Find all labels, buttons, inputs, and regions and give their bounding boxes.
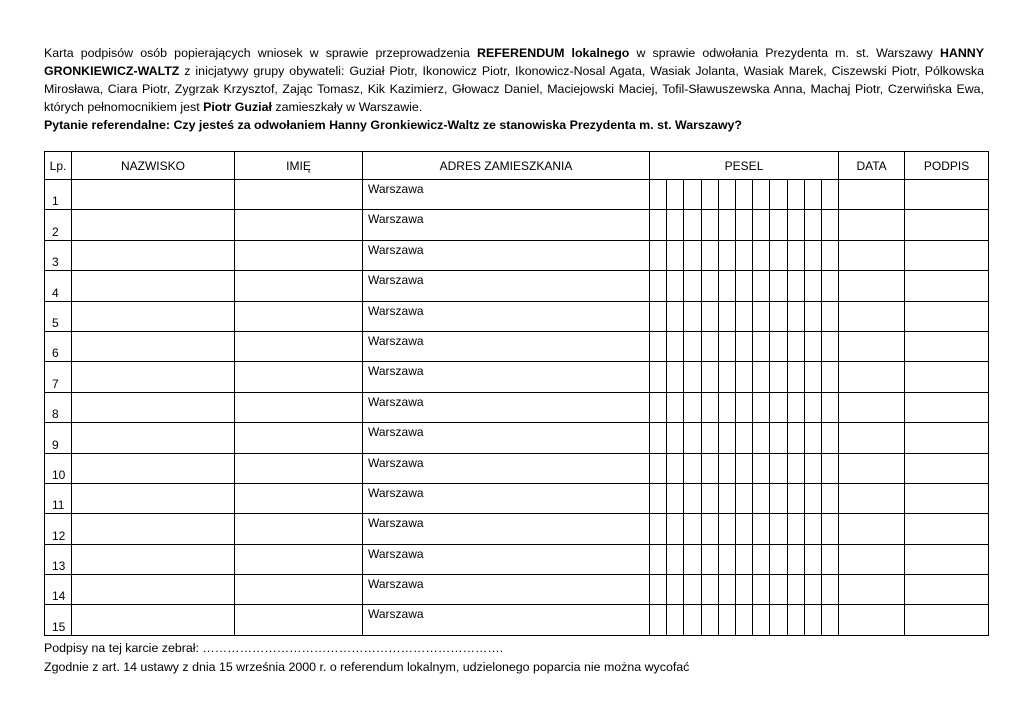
pesel-digit-cell[interactable]	[787, 544, 804, 574]
date-cell[interactable]	[839, 392, 905, 422]
pesel-digit-cell[interactable]	[787, 301, 804, 331]
date-cell[interactable]	[839, 605, 905, 635]
pesel-digit-cell[interactable]	[753, 544, 770, 574]
pesel-digit-cell[interactable]	[770, 423, 787, 453]
pesel-digit-cell[interactable]	[804, 240, 821, 270]
pesel-digit-cell[interactable]	[753, 210, 770, 240]
surname-cell[interactable]	[72, 483, 235, 513]
pesel-digit-cell[interactable]	[753, 514, 770, 544]
surname-cell[interactable]	[72, 301, 235, 331]
signature-cell[interactable]	[905, 180, 989, 210]
pesel-digit-cell[interactable]	[650, 483, 667, 513]
pesel-digit-cell[interactable]	[650, 240, 667, 270]
first-name-cell[interactable]	[235, 514, 363, 544]
row-number: 9	[45, 423, 72, 453]
pesel-digit-cell[interactable]	[787, 575, 804, 605]
signature-cell[interactable]	[905, 544, 989, 574]
col-nazwisko: NAZWISKO	[72, 152, 235, 180]
pesel-digit-cell[interactable]	[650, 605, 667, 635]
surname-cell[interactable]	[72, 362, 235, 392]
table-row	[45, 240, 989, 270]
table-row	[45, 605, 989, 635]
pesel-digit-cell[interactable]	[684, 271, 701, 301]
pesel-digit-cell[interactable]	[667, 240, 684, 270]
signature-cell[interactable]	[905, 240, 989, 270]
pesel-digit-cell[interactable]	[718, 271, 735, 301]
row-number: 15	[45, 605, 72, 635]
pesel-digit-cell[interactable]	[735, 544, 752, 574]
pesel-digit-cell[interactable]	[684, 362, 701, 392]
date-cell[interactable]	[839, 544, 905, 574]
pesel-digit-cell[interactable]	[770, 544, 787, 574]
signature-cell[interactable]	[905, 392, 989, 422]
table-row	[45, 392, 989, 422]
row-number: 3	[45, 240, 72, 270]
row-number: 8	[45, 392, 72, 422]
surname-cell[interactable]	[72, 331, 235, 361]
address-cell[interactable]: Warszawa	[363, 301, 650, 331]
pesel-digit-cell[interactable]	[684, 544, 701, 574]
referendum-label: REFERENDUM lokalnego	[477, 46, 630, 60]
pesel-digit-cell[interactable]	[701, 423, 718, 453]
pesel-digit-cell[interactable]	[718, 453, 735, 483]
pesel-digit-cell[interactable]	[787, 483, 804, 513]
pesel-digit-cell[interactable]	[787, 210, 804, 240]
pesel-digit-cell[interactable]	[735, 331, 752, 361]
pesel-digit-cell[interactable]	[804, 362, 821, 392]
table-row	[45, 362, 989, 392]
pesel-digit-cell[interactable]	[821, 483, 838, 513]
pesel-digit-cell[interactable]	[821, 210, 838, 240]
pesel-digit-cell[interactable]	[770, 331, 787, 361]
pesel-digit-cell[interactable]	[684, 240, 701, 270]
pesel-digit-cell[interactable]	[735, 210, 752, 240]
table-body	[45, 180, 989, 636]
pesel-digit-cell[interactable]	[684, 180, 701, 210]
table-row	[45, 331, 989, 361]
pesel-digit-cell[interactable]	[650, 362, 667, 392]
date-cell[interactable]	[839, 514, 905, 544]
pesel-digit-cell[interactable]	[753, 392, 770, 422]
pesel-digit-cell[interactable]	[804, 301, 821, 331]
surname-cell[interactable]	[72, 605, 235, 635]
pesel-digit-cell[interactable]	[718, 331, 735, 361]
pesel-digit-cell[interactable]	[787, 423, 804, 453]
pesel-digit-cell[interactable]	[667, 605, 684, 635]
pesel-digit-cell[interactable]	[718, 240, 735, 270]
surname-cell[interactable]	[72, 392, 235, 422]
pesel-digit-cell[interactable]	[787, 453, 804, 483]
pesel-digit-cell[interactable]	[667, 575, 684, 605]
pesel-digit-cell[interactable]	[753, 180, 770, 210]
table-header-row	[45, 152, 989, 180]
date-cell[interactable]	[839, 331, 905, 361]
address-cell[interactable]: Warszawa	[363, 544, 650, 574]
legal-note: Zgodnie z art. 14 ustawy z dnia 15 września 2000 r. o referendum lokalnym, udzielonego poparcia nie można wycofać	[44, 660, 690, 674]
pesel-digit-cell[interactable]	[821, 271, 838, 301]
pesel-digit-cell[interactable]	[718, 423, 735, 453]
signature-cell[interactable]	[905, 271, 989, 301]
pesel-digit-cell[interactable]	[650, 271, 667, 301]
pesel-digit-cell[interactable]	[684, 210, 701, 240]
pesel-digit-cell[interactable]	[821, 331, 838, 361]
address-cell[interactable]: Warszawa	[363, 514, 650, 544]
form-footer	[44, 639, 689, 677]
signature-table	[44, 151, 989, 636]
date-cell[interactable]	[839, 271, 905, 301]
surname-cell[interactable]	[72, 453, 235, 483]
pesel-digit-cell[interactable]	[787, 180, 804, 210]
pesel-digit-cell[interactable]	[667, 453, 684, 483]
pesel-digit-cell[interactable]	[650, 423, 667, 453]
pesel-digit-cell[interactable]	[718, 392, 735, 422]
address-cell[interactable]: Warszawa	[363, 392, 650, 422]
pesel-digit-cell[interactable]	[701, 575, 718, 605]
pesel-digit-cell[interactable]	[770, 301, 787, 331]
pesel-digit-cell[interactable]	[684, 423, 701, 453]
date-cell[interactable]	[839, 362, 905, 392]
pesel-digit-cell[interactable]	[753, 483, 770, 513]
date-cell[interactable]	[839, 483, 905, 513]
date-cell[interactable]	[839, 301, 905, 331]
signature-cell[interactable]	[905, 331, 989, 361]
signature-cell[interactable]	[905, 301, 989, 331]
pesel-digit-cell[interactable]	[753, 301, 770, 331]
pesel-digit-cell[interactable]	[701, 210, 718, 240]
pesel-digit-cell[interactable]	[718, 483, 735, 513]
pesel-digit-cell[interactable]	[770, 514, 787, 544]
pesel-digit-cell[interactable]	[650, 544, 667, 574]
row-number: 1	[45, 180, 72, 210]
pesel-digit-cell[interactable]	[804, 605, 821, 635]
first-name-cell[interactable]	[235, 575, 363, 605]
pesel-digit-cell[interactable]	[735, 240, 752, 270]
pesel-digit-cell[interactable]	[753, 575, 770, 605]
pesel-digit-cell[interactable]	[684, 301, 701, 331]
signature-cell[interactable]	[905, 514, 989, 544]
pesel-digit-cell[interactable]	[735, 271, 752, 301]
pesel-digit-cell[interactable]	[718, 301, 735, 331]
pesel-digit-cell[interactable]	[821, 453, 838, 483]
pesel-digit-cell[interactable]	[770, 240, 787, 270]
pesel-digit-cell[interactable]	[667, 271, 684, 301]
pesel-digit-cell[interactable]	[804, 210, 821, 240]
pesel-digit-cell[interactable]	[701, 331, 718, 361]
date-cell[interactable]	[839, 453, 905, 483]
collector-line: Podpisy na tej karcie zebrał: ……………………………………………………………….	[44, 641, 504, 655]
pesel-digit-cell[interactable]	[787, 331, 804, 361]
first-name-cell[interactable]	[235, 544, 363, 574]
referendum-question: Pytanie referendalne: Czy jesteś za odwołaniem Hanny Gronkiewicz-Waltz ze stanowiska Prezydenta m. st. Warszawy?	[44, 118, 742, 132]
pesel-digit-cell[interactable]	[804, 453, 821, 483]
pesel-digit-cell[interactable]	[787, 362, 804, 392]
pesel-digit-cell[interactable]	[667, 301, 684, 331]
table-row	[45, 301, 989, 331]
intro-text: Karta podpisów osób popierających wniosek w sprawie przeprowadzenia	[44, 46, 477, 60]
row-number: 7	[45, 362, 72, 392]
pesel-digit-cell[interactable]	[804, 331, 821, 361]
pesel-digit-cell[interactable]	[787, 271, 804, 301]
pesel-digit-cell[interactable]	[753, 331, 770, 361]
col-data: DATA	[839, 152, 905, 180]
pesel-digit-cell[interactable]	[787, 514, 804, 544]
address-cell[interactable]: Warszawa	[363, 605, 650, 635]
pesel-digit-cell[interactable]	[684, 331, 701, 361]
pesel-digit-cell[interactable]	[787, 240, 804, 270]
pesel-digit-cell[interactable]	[821, 575, 838, 605]
address-cell[interactable]: Warszawa	[363, 453, 650, 483]
pesel-digit-cell[interactable]	[735, 362, 752, 392]
pesel-digit-cell[interactable]	[787, 605, 804, 635]
form-header	[44, 44, 984, 134]
signature-cell[interactable]	[905, 423, 989, 453]
date-cell[interactable]	[839, 575, 905, 605]
proxy-name: Piotr Guział	[203, 100, 272, 114]
pesel-digit-cell[interactable]	[701, 483, 718, 513]
date-cell[interactable]	[839, 210, 905, 240]
pesel-digit-cell[interactable]	[770, 575, 787, 605]
pesel-digit-cell[interactable]	[684, 514, 701, 544]
pesel-digit-cell[interactable]	[821, 180, 838, 210]
pesel-digit-cell[interactable]	[770, 362, 787, 392]
pesel-digit-cell[interactable]	[701, 392, 718, 422]
row-number: 2	[45, 210, 72, 240]
pesel-digit-cell[interactable]	[718, 180, 735, 210]
surname-cell[interactable]	[72, 180, 235, 210]
pesel-digit-cell[interactable]	[650, 392, 667, 422]
pesel-digit-cell[interactable]	[804, 423, 821, 453]
row-number: 14	[45, 575, 72, 605]
pesel-digit-cell[interactable]	[650, 453, 667, 483]
pesel-digit-cell[interactable]	[650, 331, 667, 361]
surname-cell[interactable]	[72, 240, 235, 270]
pesel-digit-cell[interactable]	[718, 514, 735, 544]
pesel-digit-cell[interactable]	[770, 180, 787, 210]
table-row	[45, 180, 989, 210]
first-name-cell[interactable]	[235, 210, 363, 240]
pesel-digit-cell[interactable]	[667, 544, 684, 574]
pesel-digit-cell[interactable]	[667, 210, 684, 240]
col-imie: IMIĘ	[235, 152, 363, 180]
pesel-digit-cell[interactable]	[701, 180, 718, 210]
pesel-digit-cell[interactable]	[718, 362, 735, 392]
pesel-digit-cell[interactable]	[735, 180, 752, 210]
intro-text: zamieszkały w Warszawie.	[271, 100, 423, 114]
first-name-cell[interactable]	[235, 271, 363, 301]
pesel-digit-cell[interactable]	[650, 301, 667, 331]
first-name-cell[interactable]	[235, 605, 363, 635]
address-cell[interactable]: Warszawa	[363, 575, 650, 605]
intro-paragraph	[44, 44, 984, 116]
table-row	[45, 453, 989, 483]
pesel-digit-cell[interactable]	[821, 392, 838, 422]
pesel-digit-cell[interactable]	[684, 483, 701, 513]
pesel-digit-cell[interactable]	[821, 514, 838, 544]
row-number: 4	[45, 271, 72, 301]
signature-cell[interactable]	[905, 362, 989, 392]
pesel-digit-cell[interactable]	[667, 362, 684, 392]
col-pesel: PESEL	[650, 152, 839, 180]
pesel-digit-cell[interactable]	[735, 605, 752, 635]
table-row	[45, 575, 989, 605]
signature-cell[interactable]	[905, 210, 989, 240]
address-cell[interactable]: Warszawa	[363, 483, 650, 513]
surname-cell[interactable]	[72, 575, 235, 605]
table-row	[45, 423, 989, 453]
first-name-cell[interactable]	[235, 453, 363, 483]
pesel-digit-cell[interactable]	[701, 240, 718, 270]
pesel-digit-cell[interactable]	[804, 271, 821, 301]
pesel-digit-cell[interactable]	[684, 605, 701, 635]
pesel-digit-cell[interactable]	[770, 453, 787, 483]
pesel-digit-cell[interactable]	[821, 605, 838, 635]
signature-cell[interactable]	[905, 575, 989, 605]
pesel-digit-cell[interactable]	[770, 210, 787, 240]
pesel-digit-cell[interactable]	[701, 453, 718, 483]
first-name-cell[interactable]	[235, 240, 363, 270]
row-number: 11	[45, 483, 72, 513]
pesel-digit-cell[interactable]	[821, 362, 838, 392]
pesel-digit-cell[interactable]	[667, 331, 684, 361]
pesel-digit-cell[interactable]	[821, 544, 838, 574]
pesel-digit-cell[interactable]	[735, 575, 752, 605]
pesel-digit-cell[interactable]	[650, 575, 667, 605]
pesel-digit-cell[interactable]	[821, 240, 838, 270]
pesel-digit-cell[interactable]	[650, 180, 667, 210]
row-number: 6	[45, 331, 72, 361]
initiators-list: z inicjatywy grupy obywateli: Guział Piotr, Ikonowicz Piotr, Ikonowicz-Nosal Agata, Wasiak Jolanta, Wasiak Marek, Ciszewski Piotr, Pólkowska Mirosława, Ciara Piotr, Zygrzak Krzysztof, Zając Tomasz, Kik Kazimierz, Głowacz Daniel, Maciejowski Maciej, Tofil-Sławuszewska Anna, Machaj Piotr, Czerwińska Ewa, których pełnomocnikiem jest	[44, 64, 984, 114]
surname-cell[interactable]	[72, 514, 235, 544]
pesel-digit-cell[interactable]	[735, 453, 752, 483]
table-row	[45, 544, 989, 574]
table-row	[45, 483, 989, 513]
surname-cell[interactable]	[72, 210, 235, 240]
table-row	[45, 210, 989, 240]
address-cell[interactable]: Warszawa	[363, 210, 650, 240]
date-cell[interactable]	[839, 180, 905, 210]
surname-cell[interactable]	[72, 423, 235, 453]
date-cell[interactable]	[839, 240, 905, 270]
pesel-digit-cell[interactable]	[701, 301, 718, 331]
first-name-cell[interactable]	[235, 392, 363, 422]
address-cell[interactable]: Warszawa	[363, 362, 650, 392]
pesel-digit-cell[interactable]	[735, 423, 752, 453]
pesel-digit-cell[interactable]	[753, 453, 770, 483]
pesel-digit-cell[interactable]	[821, 423, 838, 453]
mayor-name: HANNY GRONKIEWICZ-WALTZ	[44, 46, 985, 78]
pesel-digit-cell[interactable]	[770, 605, 787, 635]
pesel-digit-cell[interactable]	[770, 483, 787, 513]
pesel-digit-cell[interactable]	[804, 180, 821, 210]
address-cell[interactable]: Warszawa	[363, 240, 650, 270]
pesel-digit-cell[interactable]	[718, 544, 735, 574]
table-row	[45, 514, 989, 544]
date-cell[interactable]	[839, 423, 905, 453]
pesel-digit-cell[interactable]	[701, 514, 718, 544]
pesel-digit-cell[interactable]	[701, 271, 718, 301]
first-name-cell[interactable]	[235, 362, 363, 392]
pesel-digit-cell[interactable]	[770, 392, 787, 422]
pesel-digit-cell[interactable]	[667, 180, 684, 210]
pesel-digit-cell[interactable]	[804, 544, 821, 574]
pesel-digit-cell[interactable]	[701, 362, 718, 392]
pesel-digit-cell[interactable]	[735, 514, 752, 544]
col-adres: ADRES ZAMIESZKANIA	[363, 152, 650, 180]
col-lp: Lp.	[45, 152, 72, 180]
first-name-cell[interactable]	[235, 301, 363, 331]
pesel-digit-cell[interactable]	[753, 240, 770, 270]
pesel-digit-cell[interactable]	[753, 423, 770, 453]
pesel-digit-cell[interactable]	[701, 605, 718, 635]
pesel-digit-cell[interactable]	[718, 605, 735, 635]
row-number: 13	[45, 544, 72, 574]
signature-cell[interactable]	[905, 605, 989, 635]
address-cell[interactable]: Warszawa	[363, 180, 650, 210]
pesel-digit-cell[interactable]	[804, 575, 821, 605]
row-number: 10	[45, 453, 72, 483]
pesel-digit-cell[interactable]	[821, 301, 838, 331]
pesel-digit-cell[interactable]	[804, 392, 821, 422]
first-name-cell[interactable]	[235, 423, 363, 453]
pesel-digit-cell[interactable]	[804, 514, 821, 544]
pesel-digit-cell[interactable]	[667, 423, 684, 453]
pesel-digit-cell[interactable]	[753, 362, 770, 392]
pesel-digit-cell[interactable]	[735, 483, 752, 513]
intro-text: w sprawie odwołania Prezydenta m. st. Warszawy	[629, 46, 940, 60]
pesel-digit-cell[interactable]	[753, 271, 770, 301]
pesel-digit-cell[interactable]	[718, 575, 735, 605]
pesel-digit-cell[interactable]	[667, 483, 684, 513]
pesel-digit-cell[interactable]	[787, 392, 804, 422]
pesel-digit-cell[interactable]	[701, 544, 718, 574]
col-podpis: PODPIS	[905, 152, 989, 180]
pesel-digit-cell[interactable]	[753, 605, 770, 635]
row-number: 5	[45, 301, 72, 331]
address-cell[interactable]: Warszawa	[363, 331, 650, 361]
table-row	[45, 271, 989, 301]
pesel-digit-cell[interactable]	[650, 210, 667, 240]
pesel-digit-cell[interactable]	[770, 271, 787, 301]
pesel-digit-cell[interactable]	[718, 210, 735, 240]
pesel-digit-cell[interactable]	[684, 392, 701, 422]
first-name-cell[interactable]	[235, 483, 363, 513]
first-name-cell[interactable]	[235, 180, 363, 210]
pesel-digit-cell[interactable]	[735, 392, 752, 422]
pesel-digit-cell[interactable]	[735, 301, 752, 331]
surname-cell[interactable]	[72, 544, 235, 574]
pesel-digit-cell[interactable]	[667, 392, 684, 422]
address-cell[interactable]: Warszawa	[363, 271, 650, 301]
signature-cell[interactable]	[905, 453, 989, 483]
address-cell[interactable]: Warszawa	[363, 423, 650, 453]
signature-cell[interactable]	[905, 483, 989, 513]
pesel-digit-cell[interactable]	[684, 453, 701, 483]
row-number: 12	[45, 514, 72, 544]
pesel-digit-cell[interactable]	[684, 575, 701, 605]
pesel-digit-cell[interactable]	[650, 514, 667, 544]
surname-cell[interactable]	[72, 271, 235, 301]
pesel-digit-cell[interactable]	[804, 483, 821, 513]
first-name-cell[interactable]	[235, 331, 363, 361]
pesel-digit-cell[interactable]	[667, 514, 684, 544]
